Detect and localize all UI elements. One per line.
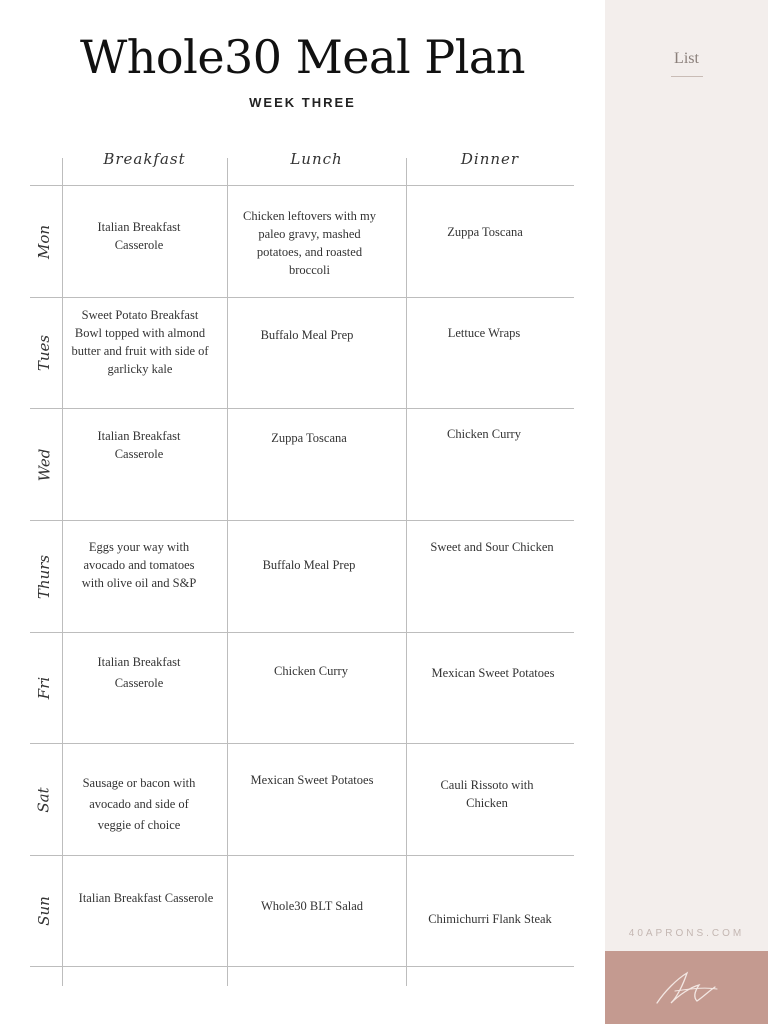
cell-thurs-breakfast: Eggs your way with avocado and tomatoes with olive oil and S&P (81, 540, 197, 590)
cell-fri-lunch: Chicken Curry (274, 664, 348, 678)
cell-sat-dinner: Cauli Rissoto with Chicken (440, 778, 534, 810)
day-label-text: Sat (35, 786, 53, 813)
page-title: Whole30 Meal Plan (80, 30, 525, 84)
cell-sun-lunch: Whole30 BLT Salad (260, 899, 364, 913)
day-label-text: Tues (35, 334, 53, 372)
column-header-lunch: Lunch (290, 150, 343, 168)
column-header-dinner: Dinner (460, 150, 520, 168)
grid-line (62, 158, 63, 986)
cell-sat-breakfast: Sausage or bacon with avocado and side of veggie of choice (82, 776, 196, 832)
grid-line (30, 520, 574, 521)
grid-line (30, 185, 574, 186)
cell-wed-lunch: Zuppa Toscana (271, 431, 347, 445)
cell-tues-breakfast: Sweet Potato Breakfast Bowl topped with almond butter and fruit with side of garlicky kale (71, 308, 209, 376)
signature-logo-icon (605, 951, 768, 1024)
cell-sun-dinner: Chimichurri Flank Steak (428, 912, 552, 926)
cell-tues-dinner: Lettuce Wraps (447, 326, 521, 340)
grid-line (30, 743, 574, 744)
cell-fri-dinner: Mexican Sweet Potatoes (431, 666, 555, 680)
day-label-text: Sun (35, 896, 54, 926)
cell-wed-dinner: Chicken Curry (447, 427, 521, 441)
list-tab[interactable]: List (674, 50, 699, 67)
day-label-text: Mon (35, 224, 53, 259)
grid-line (30, 297, 574, 298)
brand-logo-block (605, 951, 768, 1024)
day-label-text: Wed (35, 448, 53, 481)
cell-thurs-dinner: Sweet and Sour Chicken (430, 540, 554, 554)
grid-line (30, 408, 574, 409)
cell-tues-lunch: Buffalo Meal Prep (260, 328, 354, 342)
cell-fri-breakfast: Italian Breakfast Casserole (97, 655, 181, 690)
grid-line (30, 632, 574, 633)
day-label-sun (34, 856, 54, 966)
grid-line (30, 966, 574, 967)
cell-sun-breakfast: Italian Breakfast Casserole (78, 891, 214, 905)
day-label-text: Fri (35, 676, 54, 700)
cell-mon-breakfast: Italian Breakfast Casserole (97, 220, 181, 252)
sidebar (605, 0, 768, 1024)
cell-thurs-lunch: Buffalo Meal Prep (262, 558, 356, 572)
cell-sat-lunch: Mexican Sweet Potatoes (250, 773, 374, 787)
cell-mon-lunch: Chicken leftovers with my paleo gravy, mashed potatoes, and roasted broccoli (243, 209, 376, 277)
cell-wed-breakfast: Italian Breakfast Casserole (97, 429, 181, 461)
day-label-text: Thurs (35, 554, 54, 599)
grid-line (406, 158, 407, 986)
day-label-mon (34, 186, 54, 297)
cell-mon-dinner: Zuppa Toscana (447, 225, 523, 239)
day-label-sat (34, 744, 54, 855)
grid-line (30, 855, 574, 856)
column-header-breakfast: Breakfast (103, 150, 186, 168)
site-url: 40APRONS.COM (628, 928, 745, 939)
day-label-tues (34, 298, 54, 408)
page-subtitle: WEEK THREE (249, 95, 356, 110)
day-label-wed (34, 409, 54, 520)
day-label-thurs (34, 521, 54, 632)
tab-underline (671, 76, 703, 77)
day-label-fri (34, 633, 54, 743)
